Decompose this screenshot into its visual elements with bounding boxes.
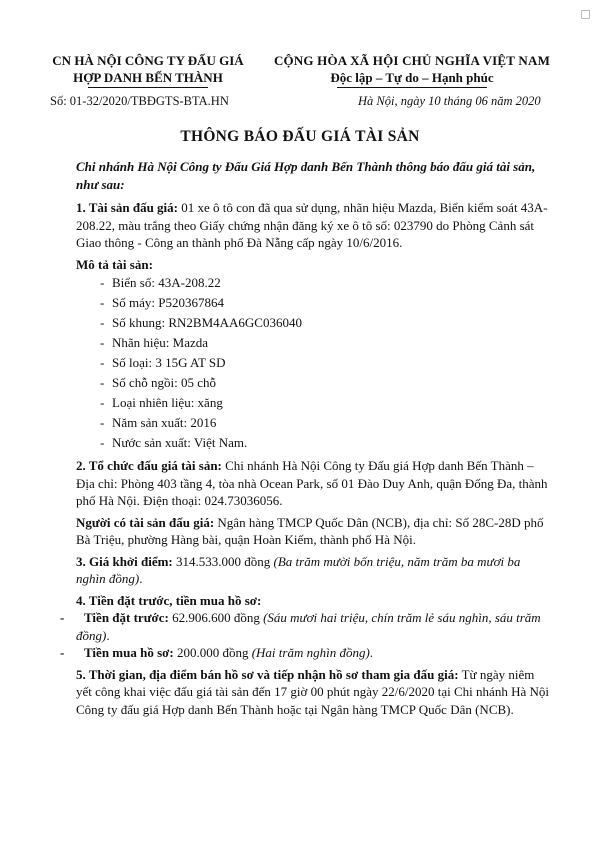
intro-paragraph: Chi nhánh Hà Nội Công ty Đấu Giá Hợp danh Bến Thành thông báo đấu giá tài sản, như sau:	[76, 159, 536, 192]
list-item: - Số chỗ ngồi: 05 chỗ	[100, 375, 216, 390]
starting-price-label: 3. Giá khởi điểm:	[76, 553, 173, 569]
section-starting-price: 3. Giá khởi điểm: 314.533.000 đồng (Ba trăm mười bốn triệu, năm trăm ba mươi ba nghìn đồng).	[76, 553, 521, 586]
list-item: - Loại nhiên liệu: xăng	[100, 395, 223, 410]
deposit-label: Tiền đặt trước:	[84, 610, 169, 625]
section-organizer	[76, 457, 552, 510]
national-heading	[262, 52, 562, 88]
list-item: - Biển số: 43A-208.22	[100, 275, 221, 290]
list-item: - Số máy: P520367864	[100, 295, 224, 310]
fee-label: Tiền mua hồ sơ:	[84, 645, 174, 660]
time-place-label: 5. Thời gian, địa điểm bán hồ sơ và tiếp nhận hồ sơ tham gia đấu giá:	[76, 666, 459, 682]
issuer-underline	[88, 87, 208, 88]
issuer-line-2: HỢP DANH BẾN THÀNH	[73, 70, 223, 85]
document-title: THÔNG BÁO ĐẤU GIÁ TÀI SẢN	[180, 128, 420, 145]
list-item: - Số khung: RN2BM4AA6GC036040	[100, 315, 302, 330]
section-asset-label: 1. Tài sản đấu giá:	[76, 200, 178, 215]
section-deposit-fee-label: 4. Tiền đặt trước, tiền mua hồ sơ:	[76, 592, 262, 608]
asset-description-list	[76, 273, 552, 453]
asset-owner-label: Người có tài sản đấu giá:	[76, 514, 215, 530]
motto-underline	[337, 87, 487, 88]
list-item: - Nhãn hiệu: Mazda	[100, 335, 209, 350]
section-organizer-label: 2. Tổ chức đấu giá tài sản:	[76, 458, 222, 473]
starting-price-words: (Ba trăm mười bốn triệu, năm trăm ba mươi ba nghìn đồng)	[76, 553, 521, 586]
nation-title: CỘNG HÒA XÃ HỘI CHỦ NGHĨA VIỆT NAM	[273, 53, 551, 68]
time-place-text: Từ ngày niêm yết công khai việc đấu giá tài sản đến 17 giờ 00 phút ngày 22/6/2020 tại Chi nhánh Hà Nội Công ty đấu giá Hợp danh Bến Thành hoặc tại Ngân hàng TMCP Quốc Dân (NCB).	[76, 666, 549, 717]
section-asset	[76, 199, 552, 252]
deposit-words: (Sáu mươi hai triệu, chín trăm lẻ sáu nghìn, sáu trăm đồng)	[76, 610, 541, 643]
section-organizer-text: Chi nhánh Hà Nội Công ty Đấu giá Hợp danh Bến Thành – Địa chỉ: Phòng 403 tầng 4, tòa nhà Ocean Park, số 01 Đào Duy Anh, quận Đống Đa, thành phố Hà Nội. Điện thoại: 024.73036056.	[76, 458, 548, 508]
list-item: - Năm sản xuất: 2016	[100, 415, 217, 430]
section-asset-text: 01 xe ô tô con đã qua sử dụng, nhãn hiệu Mazda, Biển kiểm soát 43A-208.22, màu trắng theo Giấy chứng nhận đăng ký xe ô tô số: 023790 do Phòng Cảnh sát Giao thông - Công an thành phố Đà Nẵng cấp ngày 10/6/2016.	[76, 200, 548, 250]
issuer-block	[38, 52, 258, 88]
section-time-place	[76, 666, 552, 719]
issuer-line-1: CN HÀ NỘI CÔNG TY ĐẤU GIÁ	[52, 53, 244, 68]
deposit-line: - Tiền đặt trước: 62.906.600 đồng (Sáu mươi hai triệu, chín trăm lẻ sáu nghìn, sáu trăm đồng).	[60, 610, 541, 643]
list-item: - Số loại: 3 15G AT SD	[100, 355, 226, 370]
asset-description-label: Mô tả tài sản:	[76, 256, 153, 272]
document-body	[60, 158, 552, 718]
fee-line: - Tiền mua hồ sơ: 200.000 đồng (Hai trăm nghìn đồng).	[60, 645, 374, 660]
document-number: Số: 01-32/2020/TBĐGTS-BTA.HN	[50, 94, 229, 108]
starting-price-value: 314.533.000 đồng	[172, 553, 274, 569]
national-motto: Độc lập – Tự do – Hạnh phúc	[330, 70, 494, 85]
date-place: Hà Nội, ngày 10 tháng 06 năm 2020	[358, 94, 541, 108]
fee-value: 200.000 đồng	[173, 645, 252, 660]
deposit-value: 62.906.600 đồng	[168, 610, 264, 625]
fee-words: (Hai trăm nghìn đồng)	[251, 645, 370, 660]
list-item: - Nước sản xuất: Việt Nam.	[100, 435, 248, 450]
asset-owner-text: Ngân hàng TMCP Quốc Dân (NCB), địa chỉ: Số 28C-28D phố Bà Triệu, phường Hàng bài, quận Hoàn Kiếm, thành phố Hà Nội.	[76, 514, 544, 547]
scan-corner-mark	[581, 10, 590, 19]
asset-owner	[76, 514, 552, 549]
